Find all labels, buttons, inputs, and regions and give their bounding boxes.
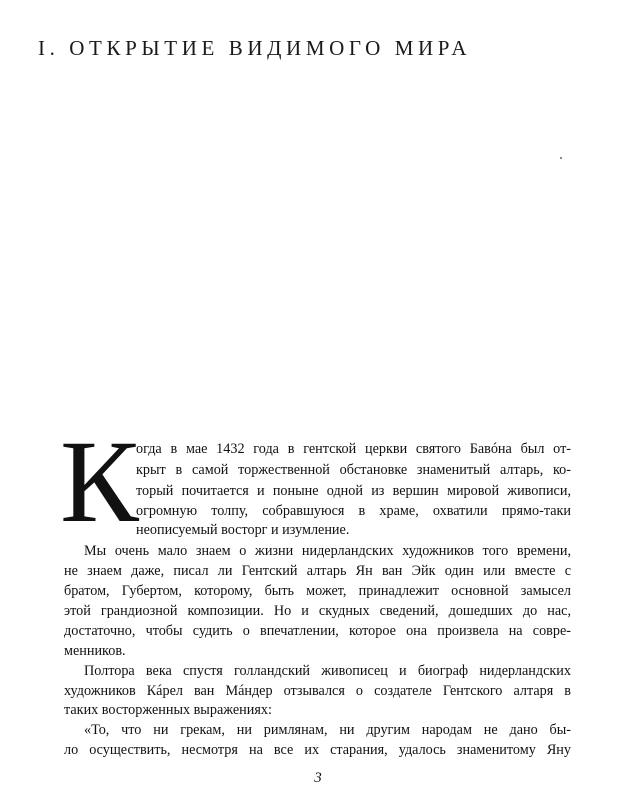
text-line: не знаем даже, писал ли Гентский алтарь Ян ван Эйк один или вместе с [64, 563, 571, 579]
drop-cap: К [60, 416, 139, 547]
text-line: менников. [64, 643, 126, 659]
text-line: братом, Губертом, которому, быть может, принадлежит основной замысел [64, 583, 571, 599]
text-line: художников Кáрел ван Мáндер отзывался о создателе Гентского алтаря в [64, 683, 571, 699]
text-line: таких восторженных выражениях: [64, 702, 272, 718]
chapter-title: I. ОТКРЫТИЕ ВИДИМОГО МИРА [38, 36, 472, 60]
text-line: Полтора века спустя голландский живописец и биограф нидерландских [84, 663, 571, 679]
text-line: неописуемый восторг и изумление. [136, 522, 350, 538]
text-line: крыт в самой торжественной обстановке знаменитый алтарь, ко- [136, 462, 571, 478]
text-line: огда в мае 1432 года в гентской церкви святого Бавóна был от- [136, 441, 571, 457]
text-line: ло осуществить, несмотря на все их старания, удалось знаменитому Яну [64, 742, 571, 758]
text-line: этой грандиозной композиции. Но и скудных сведений, дошедших до нас, [64, 603, 571, 619]
paper-speck [560, 157, 562, 159]
text-line: Мы очень мало знаем о жизни нидерландских художников того времени, [84, 543, 571, 559]
text-line: достаточно, чтобы судить о впечатлении, которое она произвела на совре- [64, 623, 571, 639]
text-line: огромную толпу, собравшуюся в храме, охватили прямо-таки [136, 503, 571, 519]
text-line: торый почитается и поныне одной из вершин мировой живописи, [136, 483, 571, 499]
text-line: «То, что ни грекам, ни римлянам, ни другим народам не дано бы- [84, 722, 571, 738]
page-number: 3 [314, 770, 322, 786]
